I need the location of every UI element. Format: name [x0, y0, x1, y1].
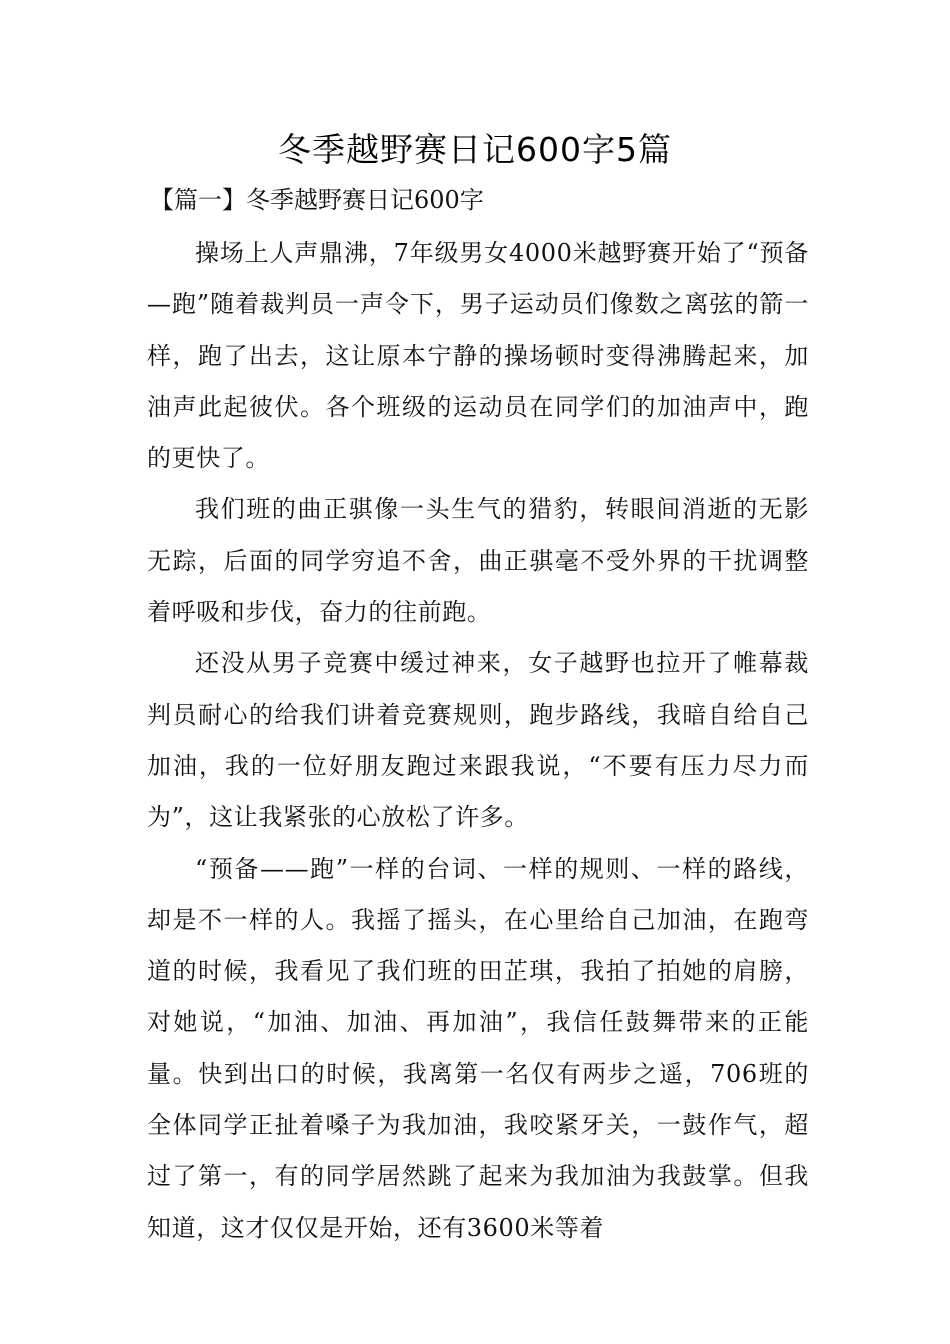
paragraph: 还没从男子竞赛中缓过神来，女子越野也拉开了帷幕裁判员耐心的给我们讲着竞赛规则，跑步路线，我暗自给自己加油，我的一位好朋友跑过来跟我说，“不要有压力尽力而为”，这让我紧张的心放松了许多。 [147, 649, 809, 832]
article-body [147, 228, 809, 1254]
document-title: 冬季越野赛日记600字5篇 [278, 130, 672, 169]
section-heading: 【篇一】冬季越野赛日记600字 [150, 186, 484, 214]
paragraph: 我们班的曲正骐像一头生气的猎豹，转眼间消逝的无影无踪，后面的同学穷追不舍，曲正骐毫不受外界的干扰调整着呼吸和步伐，奋力的往前跑。 [147, 495, 809, 627]
paragraph: “预备——跑”一样的台词、一样的规则、一样的路线，却是不一样的人。我摇了摇头，在心里给自己加油，在跑弯道的时候，我看见了我们班的田芷琪，我拍了拍她的肩膀，对她说，“加油、加油、再加油”，我信任鼓舞带来的正能量。快到出口的时候，我离第一名仅有两步之遥，706班的全体同学正扯着嗓子为我加油，我咬紧牙关，一鼓作气，超过了第一，有的同学居然跳了起来为我加油为我鼓掌。但我知道，这才仅仅是开始，还有3600米等着 [147, 854, 809, 1242]
paragraph: 操场上人声鼎沸，7年级男女4000米越野赛开始了“预备—跑”随着裁判员一声令下，男子运动员们像数之离弦的箭一样，跑了出去，这让原本宁静的操场顿时变得沸腾起来，加油声此起彼伏。各个班级的运动员在同学们的加油声中，跑的更快了。 [147, 239, 809, 473]
